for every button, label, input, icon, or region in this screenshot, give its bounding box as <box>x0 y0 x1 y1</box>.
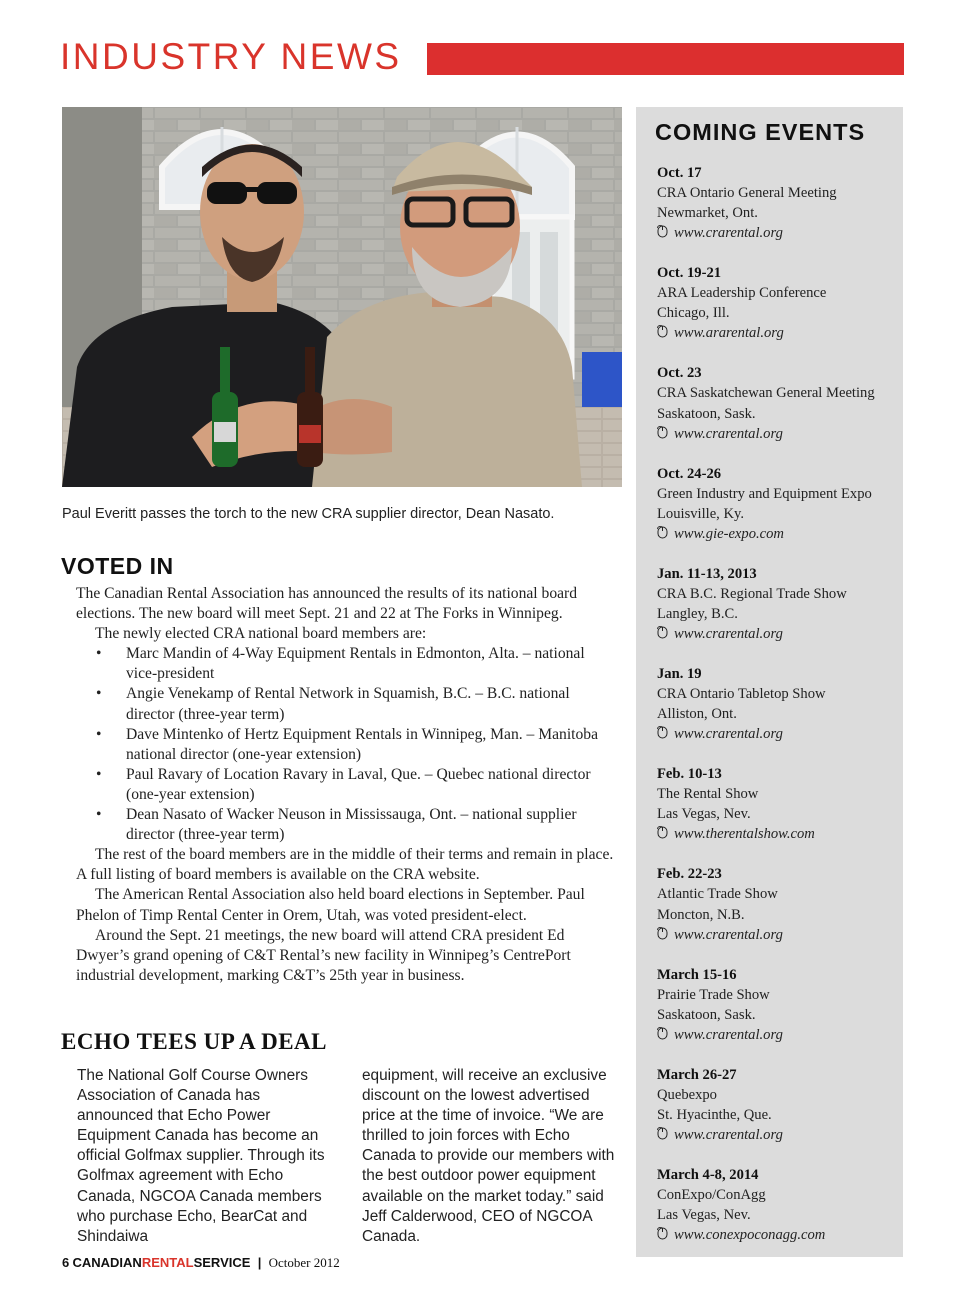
mouse-icon <box>657 826 668 839</box>
event-name: ARA Leadership Conference <box>657 285 827 302</box>
event-url-link[interactable]: www.gie-expo.com <box>657 524 897 544</box>
event-name: ConExpo/ConAgg <box>657 1186 766 1203</box>
mouse-icon <box>657 626 668 639</box>
coming-events-sidebar <box>636 107 903 1257</box>
event-item <box>657 163 897 263</box>
list-item: • Paul Ravary of Location Ravary in Laval, Que. – Quebec national director (one-year extension) <box>96 765 591 803</box>
event-url-link[interactable]: www.crarental.org <box>657 223 897 243</box>
event-url-link[interactable]: www.crarental.org <box>657 724 897 744</box>
event-date: Oct. 24-26 <box>657 465 722 482</box>
event-url-link[interactable]: www.crarental.org <box>657 925 897 945</box>
event-date: March 4-8, 2014 <box>657 1166 759 1183</box>
event-url-link[interactable]: www.crarental.org <box>657 1125 897 1145</box>
event-item <box>657 464 897 564</box>
voted-paragraph: The American Rental Association also held board elections in September. Paul Phelon of Timp Rental Center in Orem, Utah, was voted president-elect. <box>76 886 585 924</box>
news-photo <box>62 107 622 487</box>
bullet-icon: • <box>96 765 102 783</box>
event-location: Chicago, Ill. <box>657 305 730 322</box>
events-list <box>657 163 897 1265</box>
event-url-link[interactable]: www.crarental.org <box>657 624 897 644</box>
voted-in-article <box>76 584 616 986</box>
event-date: Oct. 19-21 <box>657 265 722 282</box>
event-url-link[interactable]: www.ararental.org <box>657 323 897 343</box>
photo-caption: Paul Everitt passes the torch to the new CRA supplier director, Dean Nasato. <box>62 506 555 522</box>
section-header <box>60 36 904 78</box>
mouse-icon <box>657 325 668 338</box>
event-date: March 26-27 <box>657 1066 737 1083</box>
event-item <box>657 864 897 964</box>
echo-column-1: The National Golf Course Owners Association of Canada has announced that Echo Power Equipment Canada has become an official Golfmax supplier. Through its Golfmax agreement with Echo Canada, NGCOA Canada members who purchase Echo, BearCat and Shindaiwa <box>77 1067 325 1245</box>
photo-two-men-icon <box>62 107 622 487</box>
page-number: 6 <box>62 1255 70 1270</box>
event-location: Langley, B.C. <box>657 605 738 622</box>
event-item <box>657 1065 897 1165</box>
page-footer <box>62 1255 340 1271</box>
mouse-icon <box>657 1027 668 1040</box>
event-location: Saskatoon, Sask. <box>657 405 756 422</box>
mouse-icon <box>657 526 668 539</box>
event-item <box>657 1165 897 1265</box>
magazine-brand: CANADIANRENTALSERVICE <box>72 1255 251 1270</box>
event-date: Feb. 22-23 <box>657 866 722 883</box>
voted-lead: The newly elected CRA national board members are: <box>95 625 427 643</box>
event-item <box>657 764 897 864</box>
event-name: Prairie Trade Show <box>657 986 770 1003</box>
echo-heading: ECHO TEES UP A DEAL <box>61 1029 327 1054</box>
list-item: • Angie Venekamp of Rental Network in Squamish, B.C. – B.C. national director (three-year term) <box>96 685 570 723</box>
bullet-icon: • <box>96 685 102 703</box>
header-accent-bar <box>427 43 904 75</box>
echo-column-2: equipment, will receive an exclusive discount on the lowest advertised price at the time of invoice. “We are thrilled to join forces with Echo Canada to provide our members with the best outdoor power equipment available on the market today.” said Jeff Calderwood, CEO of NGCOA Canada. <box>362 1067 615 1245</box>
sidebar-title: COMING EVENTS <box>655 119 866 145</box>
voted-intro: The Canadian Rental Association has announced the results of its national board elections. The new board will meet Sept. 21 and 22 at The Forks in Winnipeg. <box>76 585 578 623</box>
mouse-icon <box>657 426 668 439</box>
event-date: March 15-16 <box>657 966 737 983</box>
event-url-link[interactable]: www.therentalshow.com <box>657 824 897 844</box>
event-name: CRA B.C. Regional Trade Show <box>657 585 847 602</box>
event-item <box>657 564 897 664</box>
event-name: The Rental Show <box>657 786 759 803</box>
voted-paragraph: The rest of the board members are in the middle of their terms and remain in place. A full listing of board members is available on the CRA website. <box>76 846 614 884</box>
event-location: Moncton, N.B. <box>657 906 745 923</box>
event-name: CRA Ontario General Meeting <box>657 185 837 202</box>
event-item <box>657 664 897 764</box>
event-name: Atlantic Trade Show <box>657 886 778 903</box>
mouse-icon <box>657 225 668 238</box>
event-item <box>657 363 897 463</box>
event-url-link[interactable]: www.crarental.org <box>657 1025 897 1045</box>
event-item <box>657 263 897 363</box>
bullet-icon: • <box>96 725 102 743</box>
bullet-icon: • <box>96 806 102 824</box>
event-date: Oct. 17 <box>657 165 702 181</box>
event-date: Oct. 23 <box>657 365 702 382</box>
event-location: Newmarket, Ont. <box>657 205 758 222</box>
list-item: • Marc Mandin of 4-Way Equipment Rentals in Edmonton, Alta. – national vice-president <box>96 645 585 683</box>
mouse-icon <box>657 726 668 739</box>
event-name: Quebexpo <box>657 1086 717 1103</box>
event-url-link[interactable]: www.crarental.org <box>657 424 897 444</box>
footer-separator: | <box>257 1255 262 1270</box>
event-date: Feb. 10-13 <box>657 766 722 783</box>
event-date: Jan. 11-13, 2013 <box>657 565 757 582</box>
mouse-icon <box>657 1127 668 1140</box>
list-item: • Dean Nasato of Wacker Neuson in Mississauga, Ont. – national supplier director (three-year term) <box>96 806 577 844</box>
event-item <box>657 965 897 1065</box>
event-date: Jan. 19 <box>657 665 702 682</box>
event-location: St. Hyacinthe, Que. <box>657 1106 772 1123</box>
event-url-link[interactable]: www.conexpoconagg.com <box>657 1225 897 1245</box>
event-location: Saskatoon, Sask. <box>657 1006 756 1023</box>
event-location: Alliston, Ont. <box>657 706 737 723</box>
list-item: • Dave Mintenko of Hertz Equipment Rentals in Winnipeg, Man. – Manitoba national director (one-year extension) <box>96 725 598 763</box>
event-location: Las Vegas, Nev. <box>657 1207 751 1224</box>
mouse-icon <box>657 927 668 940</box>
voted-in-heading: VOTED IN <box>61 553 174 579</box>
event-location: Louisville, Ky. <box>657 505 745 522</box>
section-title: INDUSTRY NEWS <box>60 36 402 77</box>
event-name: CRA Saskatchewan General Meeting <box>657 385 875 402</box>
mouse-icon <box>657 1227 668 1240</box>
voted-paragraph: Around the Sept. 21 meetings, the new board will attend CRA president Ed Dwyer’s grand opening of C&T Rental’s new facility in Winnipeg’s CentrePort industrial development, marking C&T’s 25th year in business. <box>76 926 571 984</box>
event-name: Green Industry and Equipment Expo <box>657 485 872 502</box>
board-members-list <box>76 644 616 845</box>
bullet-icon: • <box>96 645 102 663</box>
event-location: Las Vegas, Nev. <box>657 806 751 823</box>
event-name: CRA Ontario Tabletop Show <box>657 686 826 703</box>
issue-date: October 2012 <box>268 1255 340 1270</box>
